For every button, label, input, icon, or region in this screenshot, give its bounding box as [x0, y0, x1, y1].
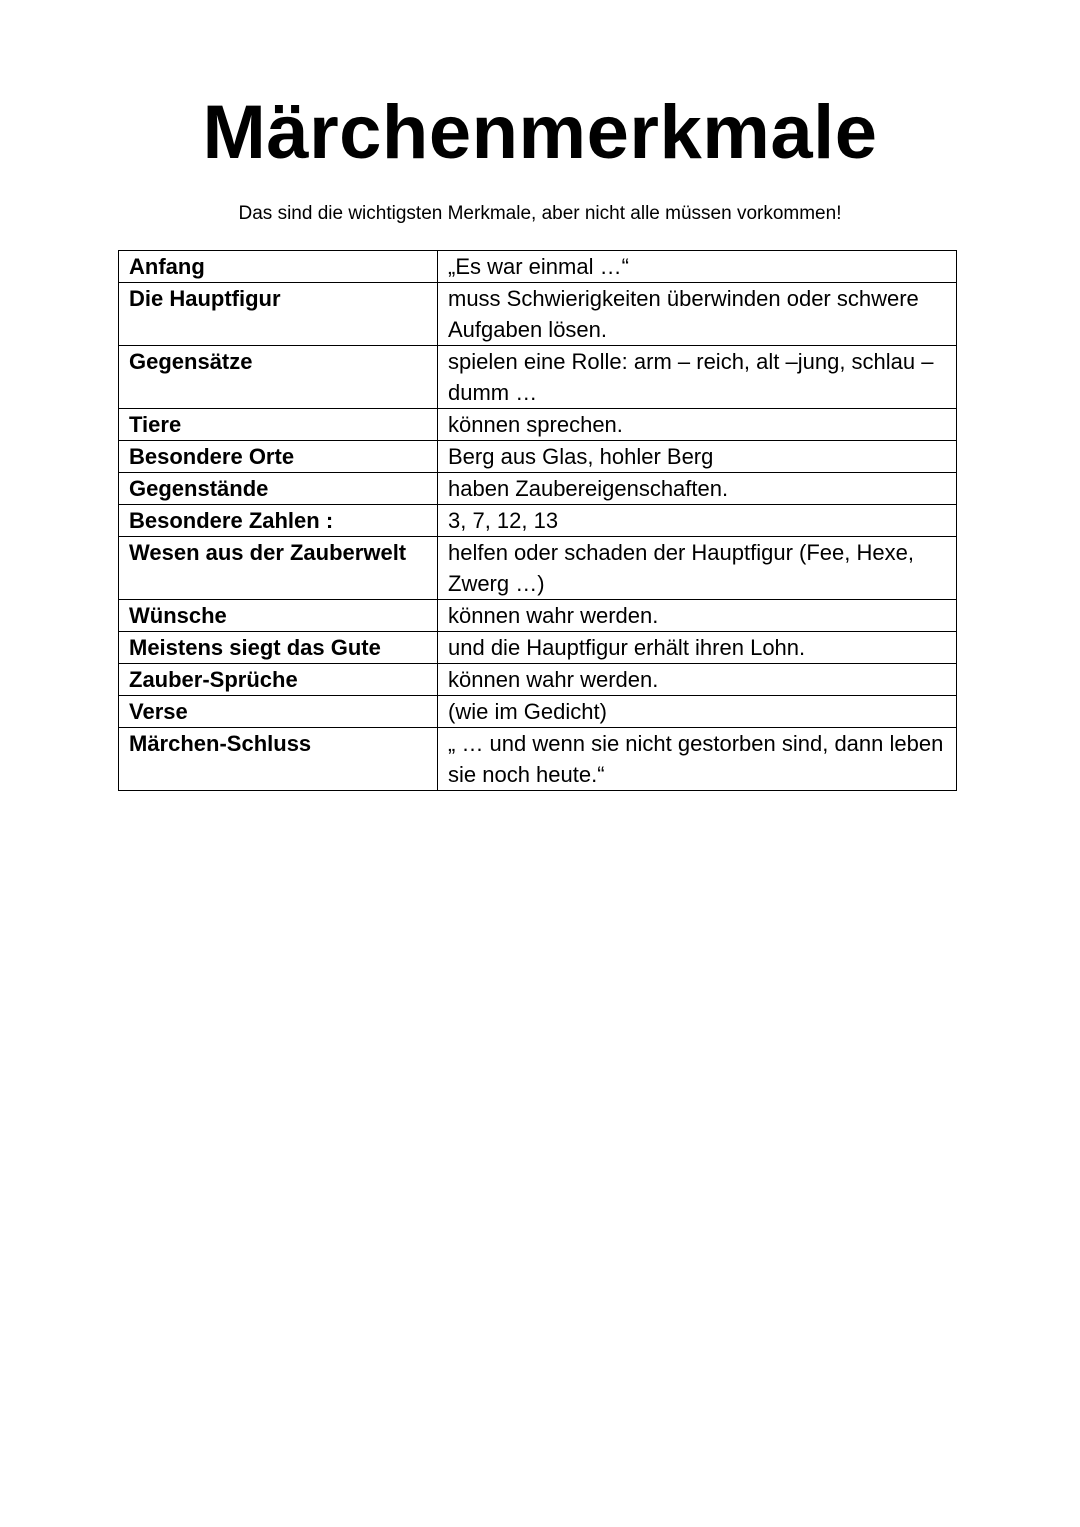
row-term: Gegenstände — [119, 473, 438, 505]
row-description: 3, 7, 12, 13 — [438, 505, 957, 537]
row-description: Berg aus Glas, hohler Berg — [438, 441, 957, 473]
row-description: können sprechen. — [438, 409, 957, 441]
row-description: „ … und wenn sie nicht gestorben sind, dann leben sie noch heute.“ — [438, 728, 957, 791]
row-term: Besondere Zahlen : — [119, 505, 438, 537]
table-row — [119, 283, 957, 346]
table-row — [119, 441, 957, 473]
row-description: (wie im Gedicht) — [438, 696, 957, 728]
row-term: Verse — [119, 696, 438, 728]
row-term: Zauber-Sprüche — [119, 664, 438, 696]
row-description: helfen oder schaden der Hauptfigur (Fee, Hexe, Zwerg …) — [438, 537, 957, 600]
row-term: Besondere Orte — [119, 441, 438, 473]
row-description: muss Schwierigkeiten überwinden oder schwere Aufgaben lösen. — [438, 283, 957, 346]
row-term: Anfang — [119, 251, 438, 283]
row-term: Wesen aus der Zauberwelt — [119, 537, 438, 600]
table-row — [119, 346, 957, 409]
table-row — [119, 632, 957, 664]
table-row — [119, 728, 957, 791]
row-term: Wünsche — [119, 600, 438, 632]
row-term: Tiere — [119, 409, 438, 441]
table-row — [119, 696, 957, 728]
table-row — [119, 473, 957, 505]
page-title: Märchenmerkmale — [202, 90, 878, 175]
subtitle: Das sind die wichtigsten Merkmale, aber nicht alle müssen vorkommen! — [238, 203, 842, 224]
table-row — [119, 664, 957, 696]
row-description: „Es war einmal …“ — [438, 251, 957, 283]
row-description: und die Hauptfigur erhält ihren Lohn. — [438, 632, 957, 664]
row-description: spielen eine Rolle: arm – reich, alt –jung, schlau – dumm … — [438, 346, 957, 409]
row-description: können wahr werden. — [438, 664, 957, 696]
table-row — [119, 600, 957, 632]
table-row — [119, 251, 957, 283]
features-table-body — [119, 251, 957, 791]
row-term: Meistens siegt das Gute — [119, 632, 438, 664]
table-row — [119, 409, 957, 441]
row-description: haben Zaubereigenschaften. — [438, 473, 957, 505]
features-table — [118, 250, 957, 791]
row-term: Märchen-Schluss — [119, 728, 438, 791]
row-term: Die Hauptfigur — [119, 283, 438, 346]
table-row — [119, 505, 957, 537]
row-description: können wahr werden. — [438, 600, 957, 632]
row-term: Gegensätze — [119, 346, 438, 409]
table-row — [119, 537, 957, 600]
